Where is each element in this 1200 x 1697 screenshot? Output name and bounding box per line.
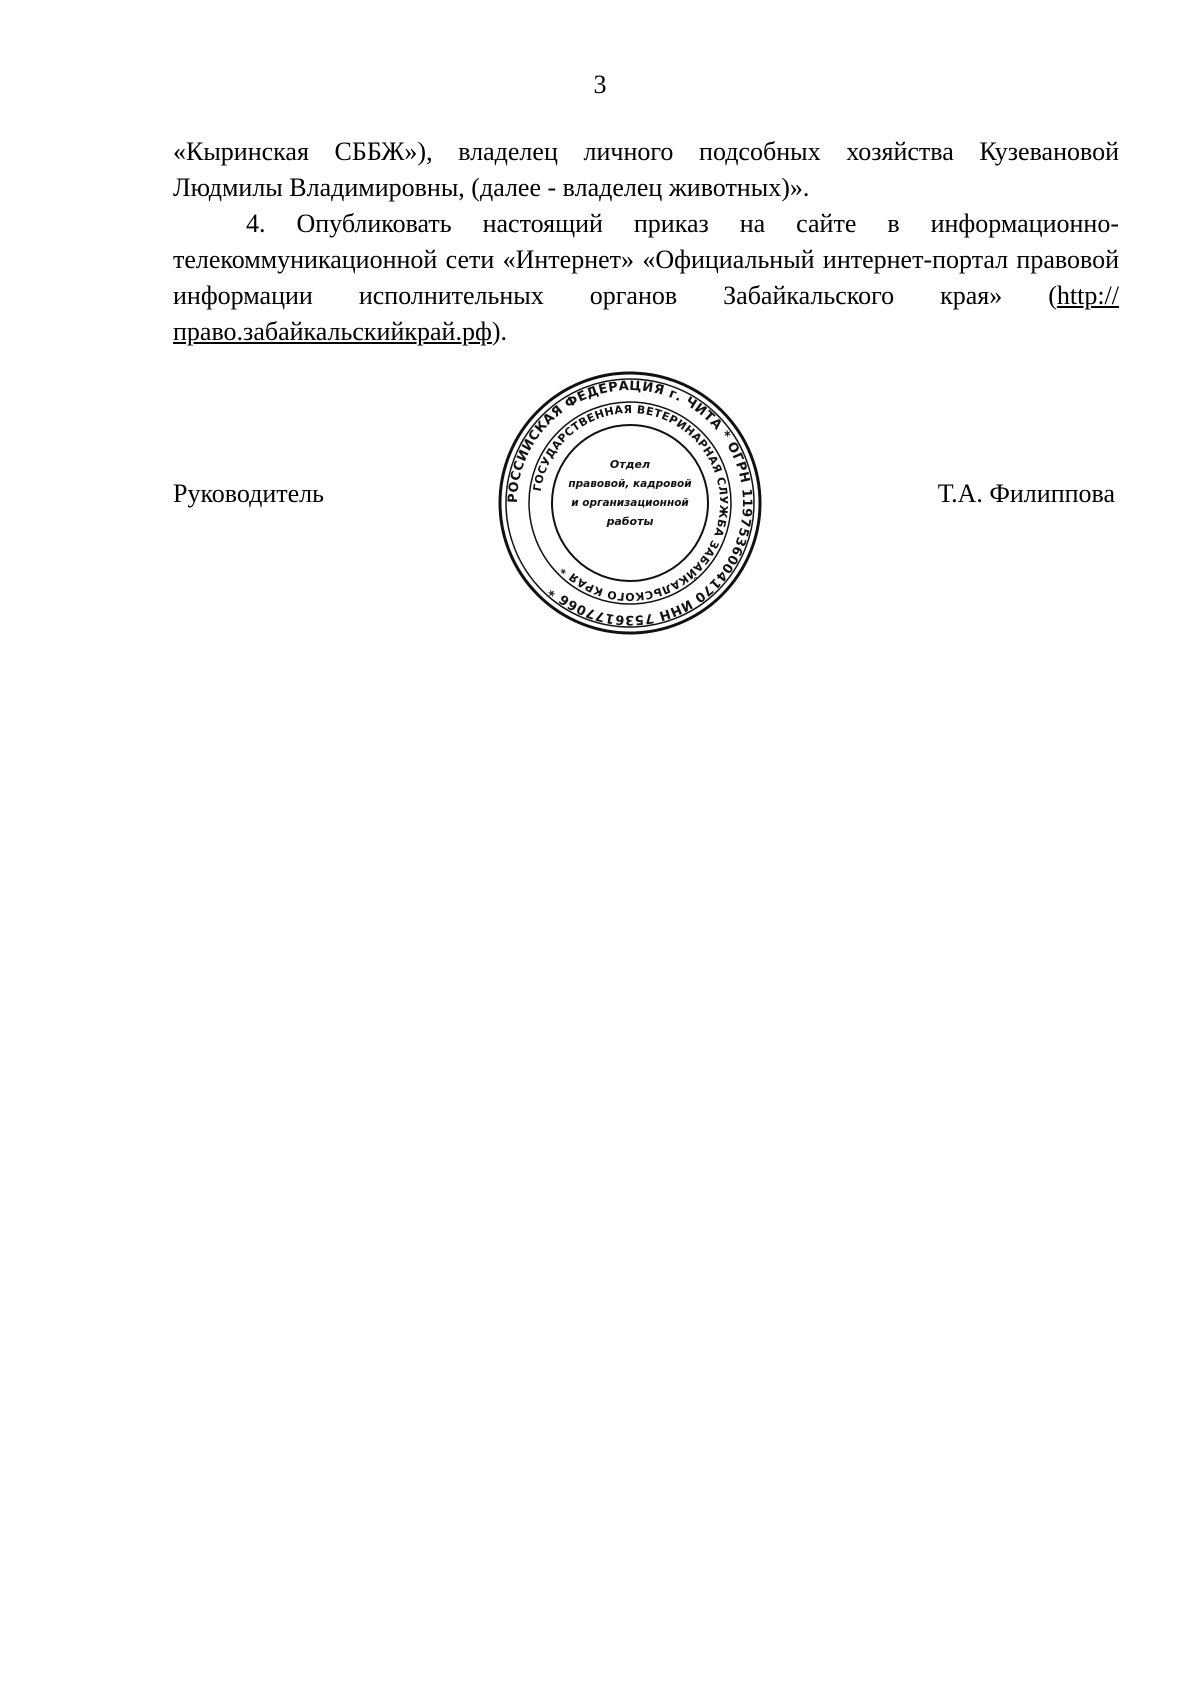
paragraph-4-end: ). bbox=[491, 317, 507, 346]
signature-name: Т.А. Филиппова bbox=[937, 479, 1115, 508]
paragraph-4-text: 4. Опубликовать настоящий приказ на сайте в информационно-телекоммуникационной сети «Интернет» «Официальный интернет-портал правовой информации исполнительных органов Забайкальского края» ( bbox=[173, 209, 1119, 310]
page-number: 3 bbox=[593, 70, 607, 99]
official-seal-stamp bbox=[495, 368, 765, 638]
body-text bbox=[173, 134, 1119, 350]
stamp-center-line-2: правовой, кадровой bbox=[568, 478, 692, 490]
paragraph-4 bbox=[173, 206, 1119, 350]
paragraph-continued: «Кыринская СББЖ»), владелец личного подсобных хозяйства Кузевановой Людмилы Владимировны, (далее - владелец животных)». bbox=[173, 137, 1119, 202]
stamp-outer-text: РОССИЙСКАЯ ФЕДЕРАЦИЯ г. ЧИТА * ОГРН 1197536004170 ИНН 7536177066 * bbox=[505, 378, 755, 628]
stamp-center-line-3: и организационной bbox=[571, 497, 689, 509]
stamp-center-line-1: Отдел bbox=[609, 458, 651, 471]
signature-title: Руководитель bbox=[173, 479, 324, 508]
stamp-center-line-4: работы bbox=[606, 515, 654, 528]
stamp-inner-ring-text: ГОСУДАРСТВЕННАЯ ВЕТЕРИНАРНАЯ СЛУЖБА ЗАБАЙКАЛЬСКОГО КРАЯ * bbox=[530, 402, 731, 604]
portal-link[interactable]: http://право.забайкальскийкрай.рф bbox=[173, 281, 1119, 346]
